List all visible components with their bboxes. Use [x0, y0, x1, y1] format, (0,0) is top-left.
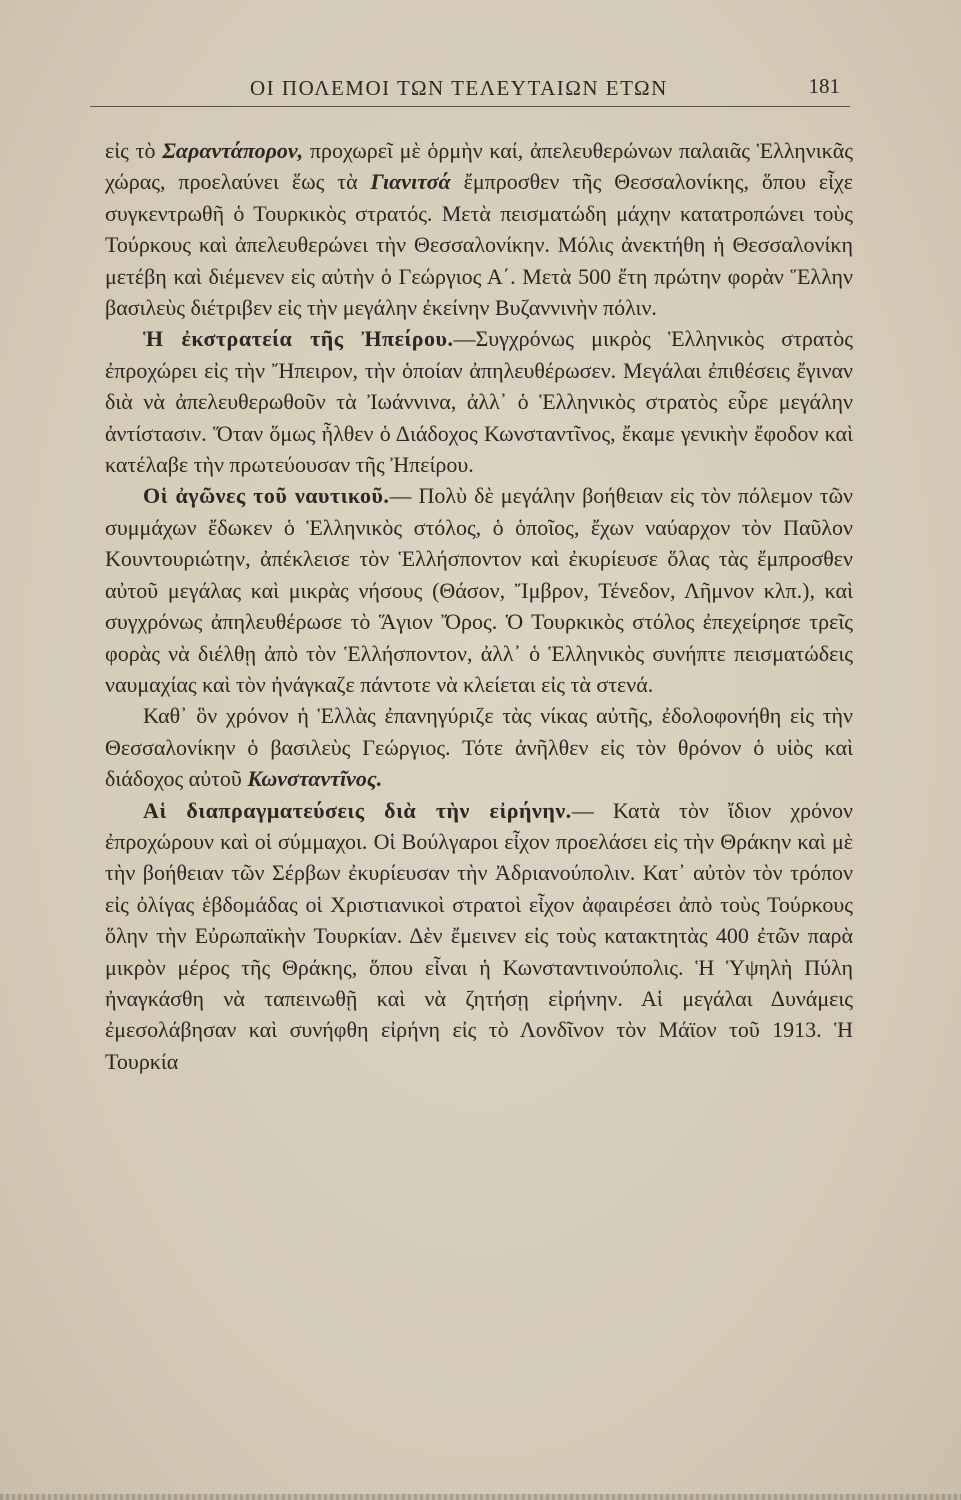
paragraph-epirus [105, 323, 853, 480]
paragraph-assassination [105, 700, 853, 794]
paragraph-sarantaporon [105, 135, 853, 323]
text-run: Καθ᾽ ὃν χρόνον ἡ Ἑλλὰς ἐπανηγύριζε τὰς νίκας αὐτῆς, ἐδολοφονήθη εἰς τὴν Θεσσαλονίκην ὁ βασιλεὺς Γεώργιος. Τότε ἀνῆλθεν εἰς τὸν θρόνον ὁ υἱὸς καὶ διάδοχος αὐτοῦ [105, 703, 853, 792]
running-title: ΟΙ ΠΟΛΕΜΟΙ ΤΩΝ ΤΕΛΕΥΤΑΙΩΝ ΕΤΩΝ [250, 76, 668, 100]
page-header [90, 66, 850, 107]
text-run: προχωρεῖ μὲ ὁρμὴν καί, ἀπελευθερώνων παλαιᾶς Ἑλληνικᾶς χώρας, προελαύνει ἕως τὰ [105, 138, 854, 195]
paragraph-peace [105, 795, 853, 1078]
name-konstantinos: Κωνσταντῖνος. [247, 766, 383, 792]
text-run: εἰς τὸ [105, 138, 163, 163]
page-bottom-edge [0, 1494, 961, 1500]
page-number: 181 [808, 74, 840, 98]
paragraph-navy [105, 480, 853, 700]
section-heading-epirus: Ἡ ἐκστρατεία τῆς Ἠπείρου. [143, 326, 454, 352]
text-run: ἔμπροσθεν τῆς Θεσσαλονίκης, ὅπου εἶχε συγκεντρωθῆ ὁ Τουρκικὸς στρατός. Μετὰ πεισματώδη μάχην κατατροπώνει τοὺς Τούρκους καὶ ἀπελευθερώνει τὴν Θεσσαλονίκην. Μόλις ἀνεκτήθη ἡ Θεσσαλονίκη μετέβη καὶ διέμενεν εἰς αὐτὴν ὁ Γεώργιος Α΄. Μετὰ 500 ἔτη πρώτην φορὰν Ἕλλην βασιλεὺς διέτριβεν εἰς τὴν μεγάλην ἐκείνην Βυζαννινὴν πόλιν. [105, 169, 853, 321]
section-heading-navy: Οἱ ἀγῶνες τοῦ ναυτικοῦ. [143, 483, 390, 509]
text-run: —Συγχρόνως μικρὸς Ἑλληνικὸς στρατὸς ἐπροχώρει εἰς τὴν Ἤπειρον, τὴν ὁποίαν ἀπηλευθέρωσεν. Μεγάλαι ἐπιθέσεις ἔγιναν διὰ νὰ ἀπελευθερωθοῦν τὰ Ἰωάννινα, ἀλλ᾽ ὁ Ἑλληνικὸς στρατὸς εὗρε μεγάλην ἀντίστασιν. Ὅταν ὅμως ἦλθεν ὁ Διάδοχος Κωνσταντῖνος, ἔκαμε γενικὴν ἔφοδον καὶ κατέλαβε τὴν πρωτεύουσαν τῆς Ἠπείρου. [105, 326, 853, 478]
section-heading-peace: Αἱ διαπραγματεύσεις διὰ τὴν εἰρήνην. [143, 797, 572, 823]
text-run: — Κατὰ τὸν ἴδιον χρόνον ἐπροχώρουν καὶ οἱ σύμμαχοι. Οἱ Βούλγαροι εἶχον προελάσει εἰς τὴν Θράκην καὶ μὲ τὴν βοήθειαν τῶν Σέρβων ἐκυρίευσαν τὴν Ἀδριανούπολιν. Κατ᾽ αὐτὸν τὸν τρόπον εἰς ὀλίγας ἑβδομάδας οἱ Χριστιανικοὶ στρατοὶ εἶχον ἀφαιρέσει ἀπὸ τοὺς Τούρκους ὅλην τὴν Εὐρωπαϊκὴν Τουρκίαν. Δὲν ἔμεινεν εἰς τοὺς κατακτητὰς 400 ἐτῶν παρὰ μικρὸν μέρος τῆς Θράκης, ὅπου εἶναι ἡ Κωνσταντινούπολις. Ἡ Ὑψηλὴ Πύλη ἠναγκάσθη νὰ ταπεινωθῇ καὶ νὰ ζητήσῃ εἰρήνην. Αἱ μεγάλαι Δυνάμεις ἐμεσολάβησαν καὶ συνήφθη εἰρήνη εἰς τὸ Λονδῖνον τὸν Μάϊον τοῦ 1913. Ἡ Τουρκία [105, 797, 853, 1074]
body-text [105, 135, 853, 1077]
place-name-gianitsa: Γιανιτσά [370, 169, 451, 195]
text-run: — Πολὺ δὲ μεγάλην βοήθειαν εἰς τὸν πόλεμον τῶν συμμάχων ἔδωκεν ὁ Ἑλληνικὸς στόλος, ὁ ὁποῖος, ἔχων ναύαρχον τὸν Παῦλον Κουντουριώτην, ἀπέκλεισε τὸν Ἑλλήσποντον καὶ ἐκυρίευσε ὅλας τὰς ἔμπροσθεν αὐτοῦ μεγάλας καὶ μικρὰς νήσους (Θάσον, Ἴμβρον, Τένεδον, Λῆμνον κλπ.), καὶ συγχρόνως ἀπηλευθέρωσε τὸ Ἅγιον Ὄρος. Ὁ Τουρκικὸς στόλος ἐπεχείρησε τρεῖς φορὰς νὰ διέλθῃ ἀπὸ τὸν Ἑλλήσποντον, ἀλλ᾽ ὁ Ἑλληνικὸς συνήπτε πεισματώδεις ναυμαχίας καὶ τὸν ἠνάγκαζε πάντοτε νὰ κλείεται εἰς τὰ στενά. [105, 483, 854, 697]
place-name-sarantaporon: Σαραντάπορον, [162, 138, 304, 163]
